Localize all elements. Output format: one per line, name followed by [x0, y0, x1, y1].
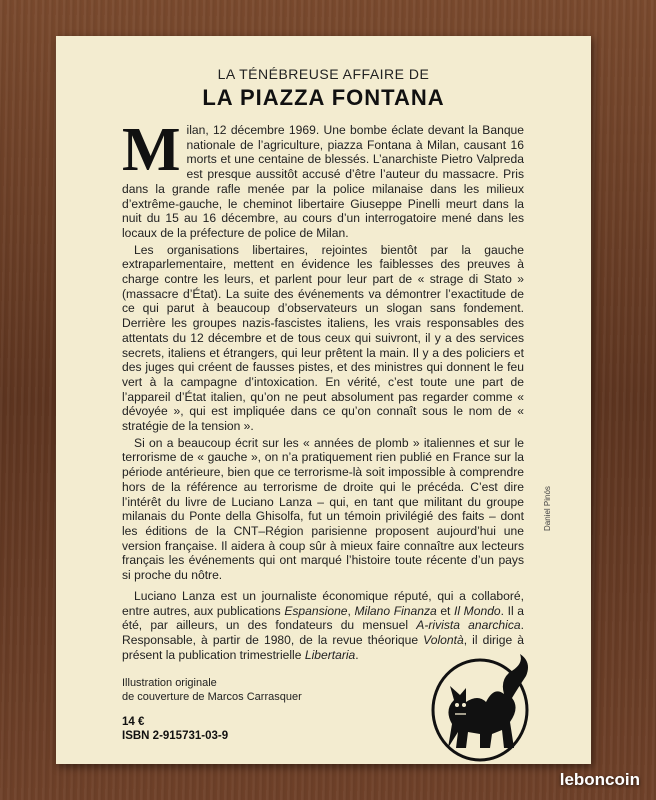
black-cat-logo-icon	[430, 650, 534, 762]
leboncoin-watermark: leboncoin	[559, 770, 640, 789]
illustration-credit: Illustration originale de couverture de Marcos Carrasquer	[122, 677, 302, 703]
price: 14 €	[122, 716, 145, 728]
book-title: LA PIAZZA FONTANA	[202, 85, 445, 110]
book-back-cover	[56, 36, 591, 764]
isbn: ISBN 2-915731-03-9	[122, 730, 229, 742]
synopsis-paragraph-1: Milan, 12 décembre 1969. Une bombe éclate devant la Banque nationale de l’agriculture, piazza Fontana à Milan, causant 16 morts et une centaine de blessés. L’anarchiste Pietro Valpreda est presque aussitôt accusé d’être l’auteur du massacre. Pris dans la grande rafle menée par la police milanaise dans les milieux d’extrême-gauche, le cheminot libertaire Giuseppe Pinelli meurt dans la nuit du 15 au 16 décembre, au cours d’un interrogatoire mené dans les locaux de la préfecture de police de Milan.	[122, 116, 524, 240]
drop-cap: M	[122, 116, 181, 184]
book-surtitle: LA TÉNÉBREUSE AFFAIRE DE	[217, 66, 430, 82]
synopsis-paragraph-2: Les organisations libertaires, rejointes bientôt par la gauche extraparlementaire, mettent en évidence les faiblesses des preuves à charge contre les leurs, et parlent pour leur part de « strage di Stato » (massacre d’État). La suite des événements va démontrer l’exactitude de ce qui parut à beaucoup d’observateurs un slogan sans fondement. Derrière les groupes nazis-fascistes italiens, les vrais responsables des attentats du 12 décembre et de tous ceux qui suivront, il y a des services secrets, italiens et étrangers, qui leur prêtent la main. Il y a des policiers et des juges qui créent de fausses pistes, et des ministres qui donnent le feu vert à la campagne d’intoxication. En vérité, c’est toute une part de l’appareil d’État italien, qu’on ne peut absolument pas regarder comme « dévoyée », qui est impliquée dans ce qu’on connaît sous le nom de « stratégie de la tension ».	[122, 242, 524, 434]
photo-credit: Daniel Pinós	[543, 486, 552, 531]
author-bio: Luciano Lanza est un journaliste économique réputé, qui a collaboré, entre autres, aux publications Espansione, Milano Finanza et Il Mondo. Il a été, par ailleurs, un des fondateurs du mensuel A-rivista anarchica. Responsable, à partir de 1980, de la revue théorique Volontà, il dirige à présent la publication trimestrielle Libertaria.	[122, 589, 524, 662]
synopsis-paragraph-3: Si on a beaucoup écrit sur les « années de plomb » italiennes et sur le terrorisme de « gauche », on n’a pratiquement rien publié en France sur la période antérieure, bien que ce terrorisme-là soit impossible à comprendre hors de la référence au terrorisme de droite qui le précéda. C’est dire l’intérêt du livre de Luciano Lanza – qui, en tant que militant du groupe milanais du Ponte della Ghisolfa, fut un témoin privilégié des faits – dont les éditions de la CNT–Région parisienne proposent aujourd’hui une version française. Il aidera à coup sûr à mieux faire connaître aux lecteurs français les événements qui ont marqué l’histoire toute récente d’un pays si proche du nôtre.	[122, 435, 524, 583]
synopsis	[122, 116, 524, 585]
